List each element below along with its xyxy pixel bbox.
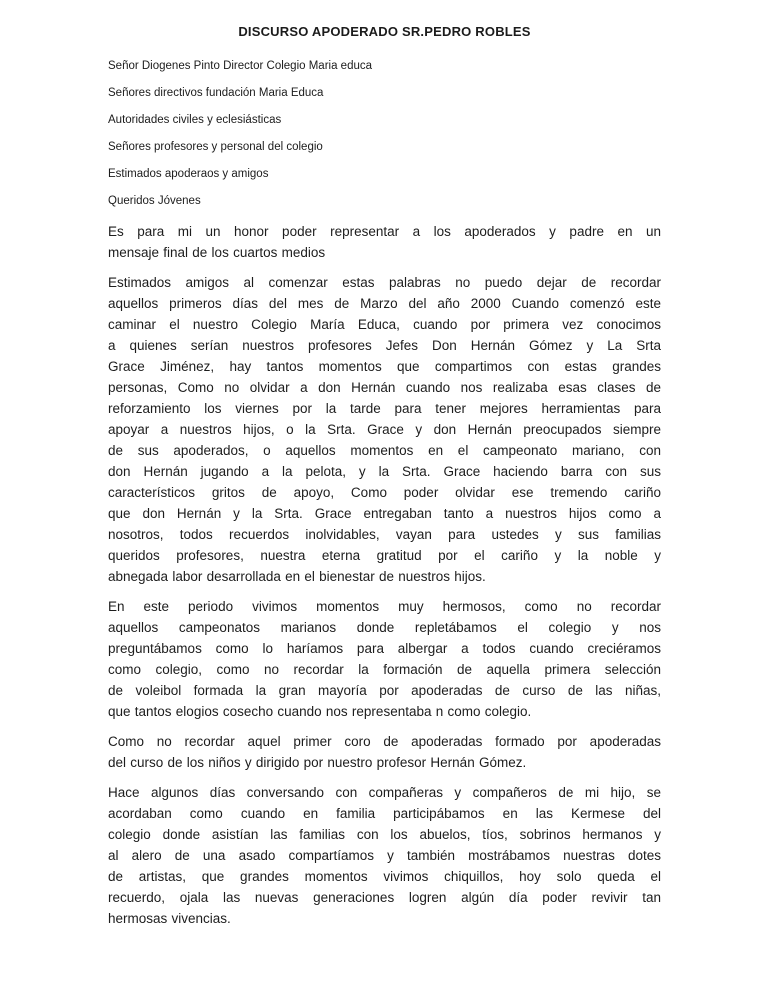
paragraph-line: acordaban como cuando en familia participábamos en las Kermese del [108, 806, 661, 821]
document-title: DISCURSO APODERADO SR.PEDRO ROBLES [238, 24, 531, 39]
paragraph-line: colegio donde asistían las familias con los abuelos, tíos, sobrinos hermanos y [108, 827, 661, 842]
salutation-line: Queridos Jóvenes [108, 195, 201, 207]
paragraph-line: recuerdo, ojala las nuevas generaciones logren algún día poder revivir tan [108, 890, 661, 905]
paragraph-line: Es para mi un honor poder representar a los apoderados y padre en un [108, 224, 661, 239]
paragraph-line: característicos gritos de apoyo, Como poder olvidar ese tremendo cariño [108, 485, 661, 500]
paragraph-line: hermosas vivencias. [108, 911, 231, 926]
paragraph-line: que tantos elogios cosecho cuando nos representaba n como colegio. [108, 704, 532, 719]
paragraph-line: En este periodo vivimos momentos muy hermosos, como no recordar [108, 599, 661, 614]
paragraph [108, 221, 661, 263]
paragraph-line: como colegio, como no recordar la formación de aquella primera selección [108, 662, 661, 677]
paragraph-line: Estimados amigos al comenzar estas palabras no puedo dejar de recordar [108, 275, 661, 290]
salutation-line: Estimados apoderaos y amigos [108, 168, 269, 180]
paragraph-line: aquellos campeonatos marianos donde repletábamos el colegio y nos [108, 620, 661, 635]
paragraph-line: Como no recordar aquel primer coro de apoderadas formado por apoderadas [108, 734, 661, 749]
salutation-line: Señores directivos fundación Maria Educa [108, 87, 324, 99]
paragraph-line: queridos profesores, nuestra eterna gratitud por el cariño y la noble y [108, 548, 661, 563]
paragraph-line: de artistas, que grandes momentos vivimos chiquillos, hoy solo queda el [108, 869, 661, 884]
paragraph-line: caminar el nuestro Colegio María Educa, cuando por primera vez conocimos [108, 317, 661, 332]
paragraph-line: reforzamiento los viernes por la tarde para tener mejores herramientas para [108, 401, 661, 416]
salutation-line: Señores profesores y personal del colegio [108, 141, 323, 153]
paragraph-line: apoyar a nuestros hijos, o la Srta. Grace y don Hernán preocupados siempre [108, 422, 661, 437]
salutation-line: Autoridades civiles y eclesiásticas [108, 114, 282, 126]
paragraph-line: Grace Jiménez, hay tantos momentos que compartimos con estas grandes [108, 359, 661, 374]
paragraph-line: don Hernán jugando a la pelota, y la Srta. Grace haciendo barra con sus [108, 464, 661, 479]
paragraph-line: del curso de los niños y dirigido por nuestro profesor Hernán Gómez. [108, 755, 527, 770]
paragraph-line: preguntábamos como lo haríamos para albergar a todos cuando creciéramos [108, 641, 661, 656]
paragraph-line: mensaje final de los cuartos medios [108, 245, 326, 260]
paragraph-line: abnegada labor desarrollada en el bienestar de nuestros hijos. [108, 569, 486, 584]
paragraph-line: al alero de una asado compartíamos y también mostrábamos nuestras dotes [108, 848, 661, 863]
paragraph-line: que don Hernán y la Srta. Grace entregaban tanto a nuestros hijos como a [108, 506, 661, 521]
paragraph-line: a quienes serían nuestros profesores Jefes Don Hernán Gómez y La Srta [108, 338, 661, 353]
paragraph [108, 272, 661, 587]
paragraph-line: Hace algunos días conversando con compañeras y compañeros de mi hijo, se [108, 785, 661, 800]
salutation-line: Señor Diogenes Pinto Director Colegio Maria educa [108, 60, 373, 72]
paragraph [108, 596, 661, 722]
paragraph-line: nosotros, todos recuerdos inolvidables, vayan para ustedes y sus familias [108, 527, 661, 542]
document-body [108, 221, 661, 929]
paragraph [108, 782, 661, 929]
paragraph [108, 731, 661, 773]
salutations-list [108, 53, 661, 215]
paragraph-line: de sus apoderados, o aquellos momentos en el campeonato mariano, con [108, 443, 661, 458]
paragraph-line: personas, Como no olvidar a don Hernán cuando nos realizaba esas clases de [108, 380, 661, 395]
paragraph-line: de voleibol formada la gran mayoría por apoderadas de curso de las niñas, [108, 683, 661, 698]
paragraph-line: aquellos primeros días del mes de Marzo del año 2000 Cuando comenzó este [108, 296, 661, 311]
